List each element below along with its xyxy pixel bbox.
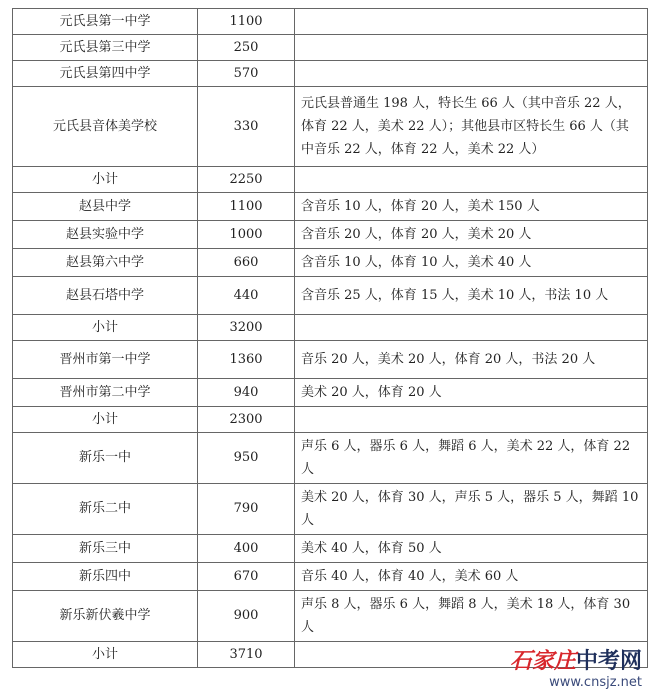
table-row	[13, 9, 648, 35]
school-cell: 晋州市第二中学	[13, 379, 198, 407]
note-cell	[295, 315, 648, 341]
school-cell: 新乐一中	[13, 433, 198, 484]
school-cell: 小计	[13, 642, 198, 668]
count-cell: 1360	[198, 341, 295, 379]
count-cell: 2250	[198, 167, 295, 193]
table-row	[13, 341, 648, 379]
count-cell: 940	[198, 379, 295, 407]
count-cell: 440	[198, 277, 295, 315]
count-cell: 570	[198, 61, 295, 87]
school-cell: 小计	[13, 167, 198, 193]
school-cell: 新乐二中	[13, 484, 198, 535]
table-row	[13, 563, 648, 591]
count-cell: 250	[198, 35, 295, 61]
school-cell: 元氏县第三中学	[13, 35, 198, 61]
note-cell	[295, 167, 648, 193]
note-cell: 美术 20 人，体育 30 人，声乐 5 人，器乐 5 人，舞蹈 10 人	[295, 484, 648, 535]
school-cell: 赵县实验中学	[13, 221, 198, 249]
school-cell: 晋州市第一中学	[13, 341, 198, 379]
count-cell: 3200	[198, 315, 295, 341]
count-cell: 670	[198, 563, 295, 591]
table-row	[13, 433, 648, 484]
count-cell: 950	[198, 433, 295, 484]
count-cell: 330	[198, 87, 295, 167]
table-row	[13, 193, 648, 221]
school-cell: 新乐四中	[13, 563, 198, 591]
count-cell: 660	[198, 249, 295, 277]
count-cell: 790	[198, 484, 295, 535]
note-cell: 声乐 6 人，器乐 6 人，舞蹈 6 人，美术 22 人，体育 22 人	[295, 433, 648, 484]
table-row	[13, 167, 648, 193]
count-cell: 900	[198, 591, 295, 642]
school-cell: 小计	[13, 315, 198, 341]
count-cell: 400	[198, 535, 295, 563]
enrollment-table	[12, 8, 648, 668]
school-cell: 赵县石塔中学	[13, 277, 198, 315]
table-row	[13, 379, 648, 407]
note-cell: 含音乐 10 人，体育 10 人，美术 40 人	[295, 249, 648, 277]
note-cell: 含音乐 10 人，体育 20 人，美术 150 人	[295, 193, 648, 221]
school-cell: 新乐新伏羲中学	[13, 591, 198, 642]
table-row	[13, 277, 648, 315]
table-row	[13, 591, 648, 642]
school-cell: 元氏县音体美学校	[13, 87, 198, 167]
note-cell: 含音乐 20 人，体育 20 人，美术 20 人	[295, 221, 648, 249]
table-row	[13, 221, 648, 249]
note-cell: 美术 20 人，体育 20 人	[295, 379, 648, 407]
note-cell: 元氏县普通生 198 人，特长生 66 人（其中音乐 22 人，体育 22 人，美术 22 人）；其他县市区特长生 66 人（其中音乐 22 人，体育 22 人，美术 22 人）	[295, 87, 648, 167]
enrollment-table-body	[13, 9, 648, 668]
note-cell	[295, 35, 648, 61]
note-cell: 音乐 20 人，美术 20 人，体育 20 人，书法 20 人	[295, 341, 648, 379]
watermark-brand-red: 石家庄	[509, 649, 576, 674]
note-cell: 声乐 8 人，器乐 6 人，舞蹈 8 人，美术 18 人，体育 30 人	[295, 591, 648, 642]
school-cell: 赵县第六中学	[13, 249, 198, 277]
count-cell: 1000	[198, 221, 295, 249]
table-row	[13, 35, 648, 61]
note-cell: 美术 40 人，体育 50 人	[295, 535, 648, 563]
note-cell: 音乐 40 人，体育 40 人，美术 60 人	[295, 563, 648, 591]
table-row	[13, 249, 648, 277]
note-cell	[295, 9, 648, 35]
school-cell: 新乐三中	[13, 535, 198, 563]
table-row	[13, 315, 648, 341]
table-row	[13, 535, 648, 563]
note-cell: 含音乐 25 人，体育 15 人，美术 10 人，书法 10 人	[295, 277, 648, 315]
table-row	[13, 484, 648, 535]
count-cell: 1100	[198, 9, 295, 35]
note-cell	[295, 642, 648, 668]
count-cell: 2300	[198, 407, 295, 433]
table-row	[13, 61, 648, 87]
count-cell: 3710	[198, 642, 295, 668]
school-cell: 小计	[13, 407, 198, 433]
school-cell: 元氏县第四中学	[13, 61, 198, 87]
table-row	[13, 407, 648, 433]
table-row	[13, 642, 648, 668]
note-cell	[295, 407, 648, 433]
watermark-url: www.cnsjz.net	[549, 675, 642, 690]
school-cell: 赵县中学	[13, 193, 198, 221]
table-row	[13, 87, 648, 167]
count-cell: 1100	[198, 193, 295, 221]
school-cell: 元氏县第一中学	[13, 9, 198, 35]
watermark-brand-dark: 中考网	[575, 649, 642, 674]
note-cell	[295, 61, 648, 87]
